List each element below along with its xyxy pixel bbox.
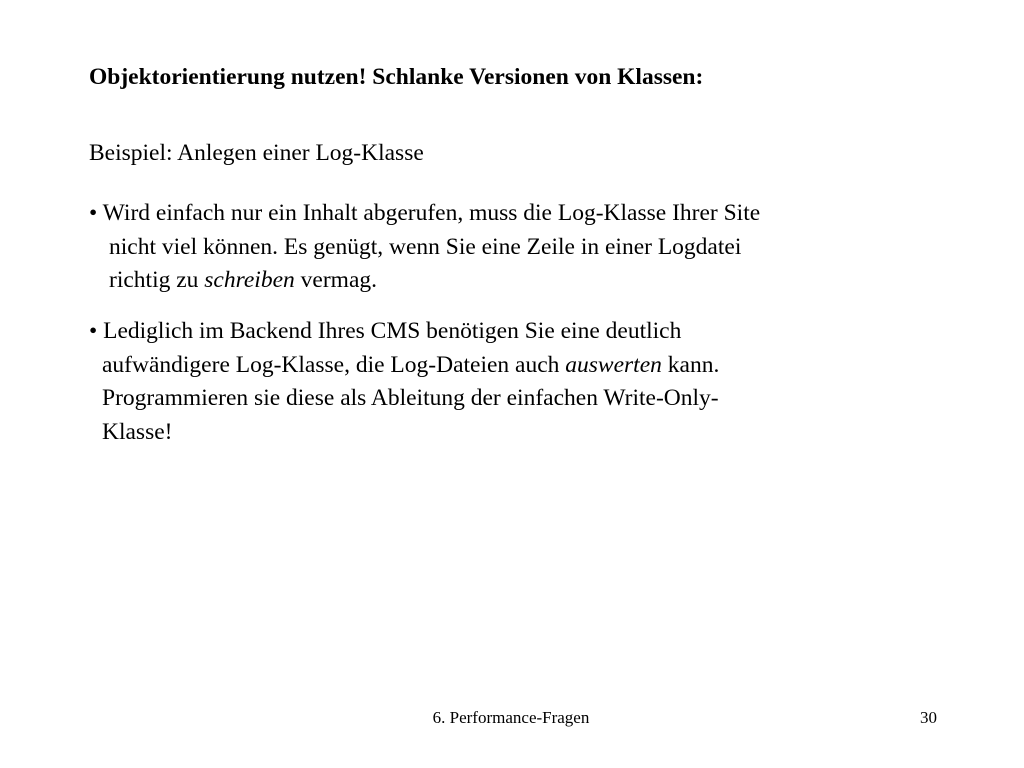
emphasis-auswerten: auswerten <box>565 351 662 378</box>
bullet-2-line-2 <box>89 349 719 383</box>
bullet-1-line-1: • Wird einfach nur ein Inhalt abgerufen, muss die Log-Klasse Ihrer Site <box>89 200 761 226</box>
bullet-1-line-2: nicht viel können. Es genügt, wenn Sie eine Zeile in einer Logdatei <box>109 233 742 260</box>
page-number: 30 <box>920 708 937 727</box>
bullet-1-line-3 <box>89 264 760 298</box>
example-subtitle: Beispiel: Anlegen einer Log-Klasse <box>89 140 424 166</box>
bullet-point-1 <box>89 197 760 298</box>
bullet-2-line-2-tail: kann. <box>661 351 720 378</box>
bullet-point-2 <box>89 315 719 449</box>
footer-title <box>0 707 1024 729</box>
bullet-2-line-2-text: aufwändigere Log-Klasse, die Log-Dateien auch <box>102 351 566 378</box>
bullet-2-line-1: • Lediglich im Backend Ihres CMS benötigen Sie eine deutlich <box>89 318 682 344</box>
footer-title-text: 6. Performance-Fragen <box>432 708 590 727</box>
bullet-2-line-4: Klasse! <box>102 418 173 445</box>
bullet-1-line-3-text: richtig zu <box>109 267 205 293</box>
slide-heading: Objektorientierung nutzen! Schlanke Versionen von Klassen: <box>89 64 704 90</box>
bullet-2-line-3: Programmieren sie diese als Ableitung der einfachen Write-Only- <box>102 385 719 411</box>
emphasis-schreiben: schreiben <box>204 267 295 293</box>
bullet-1-line-3-tail: vermag. <box>294 267 377 293</box>
